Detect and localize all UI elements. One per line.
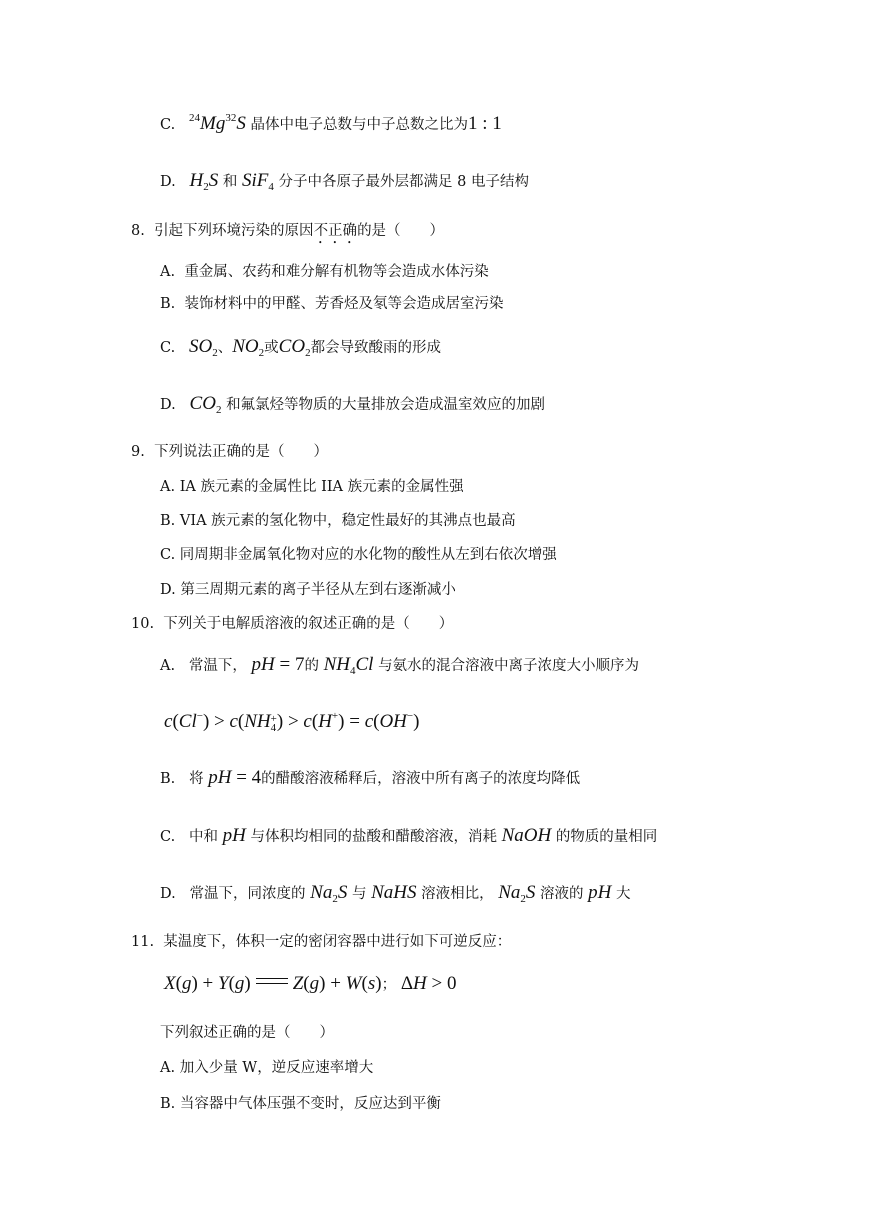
option-text: 与体积均相同的盐酸和醋酸溶液，消耗 <box>250 829 497 845</box>
ratio: 1 : 1 <box>467 113 502 134</box>
naoh-formula: NaOH <box>501 825 552 846</box>
option-text: 装饰材料中的甲醛、芳香烃及氡等会造成居室污染 <box>184 296 504 312</box>
stem-text: 的是（ ） <box>357 223 445 239</box>
option-text: 的物质的量相同 <box>555 829 658 845</box>
stem-text: 引起下列环境污染的原因 <box>154 223 314 239</box>
equilibrium-arrow-icon <box>256 977 288 986</box>
no2-formula: $NO_2$ <box>232 336 265 359</box>
q7-option-d <box>160 170 529 193</box>
option-text: 和氟氯烃等物质的大量排放会造成温室效应的加剧 <box>226 397 546 413</box>
q9-stem <box>131 440 328 461</box>
q10-ion-order-expression: c(Cl−) > c(NH+ 4) > c(H+) = c(OH−) <box>164 710 420 734</box>
option-label: C. <box>160 340 176 356</box>
option-text: 常温下， <box>188 658 247 674</box>
na2s-formula: $Na_2S$ <box>310 882 348 905</box>
option-text: 的醋酸溶液稀释后，溶液中所有离子的浓度均降低 <box>261 771 581 787</box>
q8-stem <box>131 219 444 247</box>
q11-option-a: A. 加入少量 W，逆反应速率增大 <box>160 1060 374 1076</box>
so2-formula: $SO_2$ <box>189 336 218 359</box>
option-text: 重金属、农药和难分解有机物等会造成水体污染 <box>184 264 489 280</box>
q8-option-c <box>160 336 441 359</box>
option-label: C. <box>160 829 176 845</box>
nahs-formula: NaHS <box>371 882 417 903</box>
option-text: 的 <box>304 658 319 674</box>
option-text: 与 <box>351 886 367 902</box>
option-text: 大 <box>615 886 631 902</box>
option-label: C. <box>160 117 176 133</box>
q10-option-a <box>160 654 639 677</box>
option-text: 分子中各原子最外层都满足 8 电子结构 <box>278 174 529 190</box>
nh4cl-formula: $NH_4Cl$ <box>323 654 374 677</box>
q8-option-d <box>160 393 545 416</box>
stem-text: 下列关于电解质溶液的叙述正确的是（ ） <box>163 616 454 632</box>
q9-option-c: C. 同周期非金属氧化物对应的水化物的酸性从左到右依次增强 <box>160 547 557 563</box>
q10-stem <box>131 612 453 633</box>
h2s-formula: $H_2S$ <box>189 170 219 193</box>
q10-option-d <box>160 882 630 905</box>
option-text: 溶液相比， <box>421 886 494 902</box>
ph-symbol: pH <box>588 882 612 903</box>
option-label: B. <box>160 771 176 787</box>
question-number: 9. <box>131 444 145 460</box>
q10-option-b <box>160 767 580 789</box>
q10-option-c <box>160 825 657 847</box>
option-label: A. <box>160 658 176 674</box>
option-label: D. <box>160 886 176 902</box>
separator: 或 <box>264 340 279 356</box>
option-label: D. <box>160 174 176 190</box>
question-number: 8. <box>131 223 145 239</box>
emphasized-text: 不正确 <box>313 223 358 239</box>
option-label: D. <box>160 397 176 413</box>
co2-formula: $CO_2$ <box>278 336 311 359</box>
option-text: 晶体中电子总数与中子总数之比为 <box>250 117 468 133</box>
q11-stem <box>131 930 511 951</box>
q7-option-c <box>160 112 502 135</box>
option-text: 溶液的 <box>539 886 584 902</box>
q9-option-d: D. 第三周期元素的离子半径从左到右逐渐减小 <box>160 582 456 598</box>
q9-option-b: B. VIA 族元素的氢化物中，稳定性最好的其沸点也最高 <box>160 513 516 529</box>
stem-text: 下列说法正确的是（ ） <box>154 444 329 460</box>
option-text: 常温下，同浓度的 <box>189 886 306 902</box>
na2s-formula: $Na_2S$ <box>498 882 536 905</box>
option-text: 中和 <box>189 829 219 845</box>
co2-formula: $CO_2$ <box>189 393 222 416</box>
separator: ； <box>381 977 397 993</box>
ph-equals-4: pH = 4 <box>208 767 262 788</box>
q9-option-a: A. IA 族元素的金属性比 IIA 族元素的金属性强 <box>160 479 464 495</box>
option-text: 与氨水的混合溶液中离子浓度大小顺序为 <box>378 658 640 674</box>
q11-question: 下列叙述正确的是（ ） <box>160 1025 334 1041</box>
sif4-formula: SiF$_4$ <box>242 170 274 193</box>
option-text: 将 <box>189 771 204 787</box>
ph-symbol: pH <box>222 825 246 846</box>
q11-option-b: B. 当容器中气体压强不变时，反应达到平衡 <box>160 1096 441 1112</box>
mgs-formula: $^{24}$Mg$^{32}$S <box>189 112 246 134</box>
question-number: 11. <box>131 934 155 950</box>
ph-equals-7: pH = 7 <box>251 654 305 675</box>
option-label: B. <box>160 296 176 312</box>
option-text: 都会导致酸雨的形成 <box>310 340 442 356</box>
stem-text: 某温度下，体积一定的密闭容器中进行如下可逆反应： <box>163 934 512 950</box>
question-number: 10. <box>131 616 155 632</box>
q11-reaction-equation: X(g) + Y(g) Z(g) + W(s)； ΔH > 0 <box>164 973 457 994</box>
option-label: A. <box>160 264 176 280</box>
q8-option-b <box>160 292 503 313</box>
separator: 、 <box>217 340 233 356</box>
option-text: 和 <box>222 174 238 190</box>
q8-option-a <box>160 260 489 281</box>
